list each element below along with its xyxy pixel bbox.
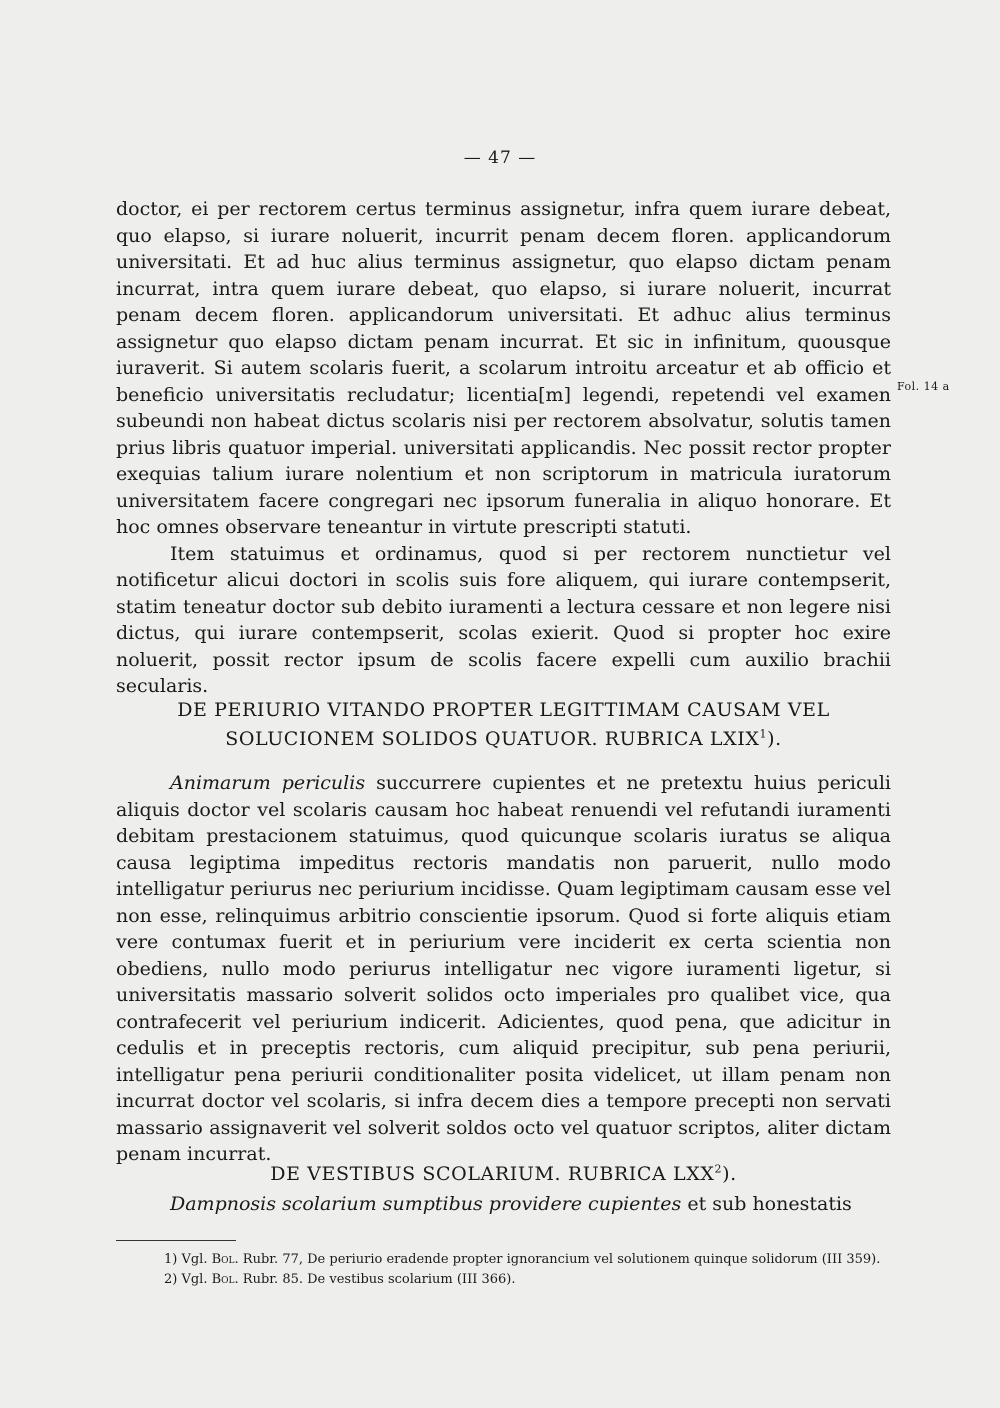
rubric-69-text [116,770,891,1168]
incipit: Dampnosis scolarium sumptibus providere cupientes [170,1193,682,1215]
folio-margin-note: Fol. 14 a [897,380,950,393]
footnote-text: Rubr. 77, De periurio eradende propter ignorancium vel solutionem quinque solidorum (III 359). [238,1252,881,1267]
heading-line: DE PERIURIO VITANDO PROPTER LEGITTIMAM CAUSAM VEL [177,699,830,721]
footnote-abbrev: Bol. [211,1252,239,1267]
paragraph-text: et sub honestatis [681,1193,852,1215]
footnote-mark: 1) [164,1252,178,1267]
footnote-divider [116,1240,236,1241]
footnote-abbrev: Bol. [211,1272,239,1287]
footnote-text: Rubr. 85. De vestibus scolarium (III 366). [238,1272,516,1287]
page-number: — 47 — [463,148,537,168]
footnotes [116,1250,891,1290]
rubric-heading-70 [116,1160,891,1189]
heading-text: SOLUCIONEM SOLIDOS QUATUOR. RUBRICA LXIX [225,728,760,750]
rubric-70-text [116,1191,891,1218]
paragraph: doctor, ei per rectorem certus terminus assignetur, infra quem iurare debeat, quo elapso, si iurare noluerit, incurrit penam decem floren. applicandorum universitati. Et ad huc alius terminus assignetur, quo elapso dictam penam incurrat, intra quem iurare debeat, quo elapso, si iurare noluerit, incurrat penam decem floren. applicandorum universitati. Et adhuc alius terminus assignetur quo elapso dictam penam incurrat. Et sic in infinitum, quousque iuraverit. Si autem scolaris fuerit, a scolarum introitu arceatur et ab officio et beneficio universitatis recludatur; licentia[m] legendi, repetendi vel examen subeundi non habeat dictus scolaris nisi per rectorem absolvatur, solutis tamen prius libris quatuor imperial. universitati applicandis. Nec possit rector propter exequias talium iurare nolentium et non scriptorum in matricula iuratorum universitatem facere congregari nec ipsorum funeralia in aliquo honorare. Et hoc omnes observare teneantur in virtute prescripti statuti. [116,198,891,538]
statute-text-continued [116,196,891,700]
incipit: Animarum periculis [170,772,366,794]
heading-line [116,725,891,754]
footnote-text: Vgl. [177,1272,212,1287]
footnote-mark: 2) [164,1272,178,1287]
rubric-heading-69 [116,696,891,754]
heading-text: DE VESTIBUS SCOLARIUM. RUBRICA LXX [270,1163,715,1185]
footnote-1 [116,1250,891,1270]
footnote-text: Vgl. [177,1252,212,1267]
paragraph: Item statuimus et ordinamus, quod si per rectorem nunctietur vel notificetur alicui doctori in scolis suis fore aliquem, qui iurare contempserit, statim teneatur doctor sub debito iuramenti a lectura cessare et non legere nisi dictus, qui iurare contempserit, scolas exierit. Quod si propter hoc exire noluerit, possit rector ipsum de scolis facere expelli cum auxilio brachii secularis. [116,542,891,697]
footnote-2 [116,1270,891,1290]
paragraph [116,770,891,1168]
footnote-ref: 2 [714,1162,723,1176]
heading-punct: ). [722,1163,737,1185]
paragraph-text: succurrere cupientes et ne pretextu huius periculi aliquis doctor vel scolaris causam hoc habeat renuendi vel refutandi iuramenti debitam prestacionem statuimus, quod quicunque scolaris iuratus se aliqua causa legiptima impeditus rectoris mandatis non paruerit, nullo modo intelligatur periurus nec periurium incidisse. Quam legiptimam causam esse vel non esse, relinquimus arbitrio conscientie ipsorum. Quod si forte aliquis etiam vere contumax fuerit et in periurium vere inciderit ex certa scientia non obediens, nullo modo periurus intelligatur nec vigore iuramenti ligetur, si universitatis massario solverit solidos octo imperiales pro qualibet vice, qua contrafecerit vel periurium indicerit. Adicientes, quod pena, que adicitur in cedulis et in preceptis rectoris, cum aliquid precipitur, sub pena periurii, intelligatur pena periurii conditionaliter posita videlicet, ut illam penam non incurrat doctor vel scolaris, si infra decem dies a tempore precepti non servati massario assignaverit vel solverit soldos octo vel quatuor scriptos, aliter dictam penam incurrat. [116,772,892,1165]
paragraph [116,1191,891,1218]
footnote-ref: 1 [759,727,768,741]
heading-punct: ). [767,728,782,750]
